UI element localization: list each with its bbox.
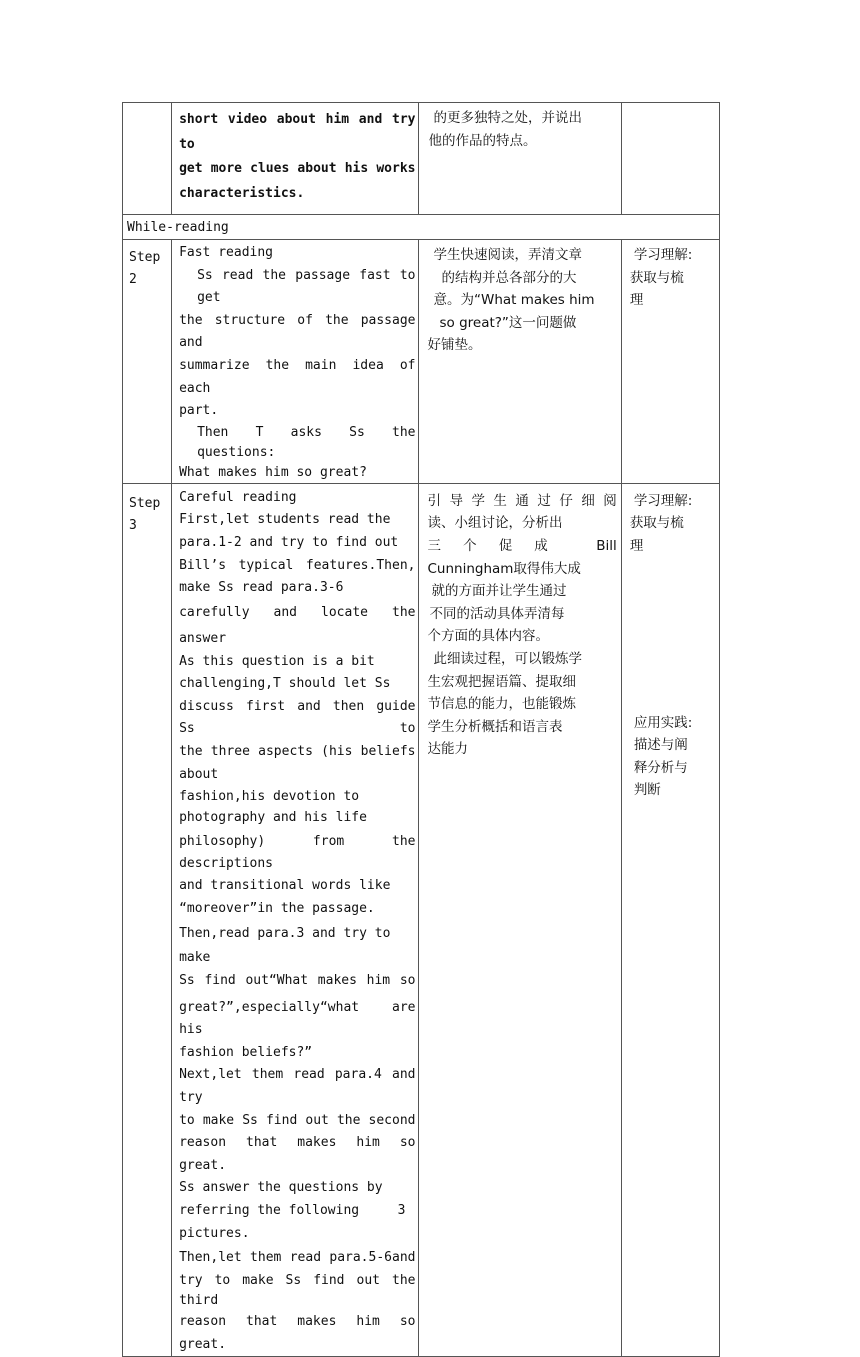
activity-line: to make Ss find out the second [179, 1112, 416, 1128]
activity-line: great?”,especially“what are his [179, 999, 416, 1038]
activity-line: challenging,T should let Ss [179, 675, 391, 691]
purpose-cell [419, 103, 621, 215]
activity-line: short video about him and try to [179, 112, 416, 152]
activity-line: descriptions [179, 855, 273, 871]
activity-line: fashion beliefs?” [179, 1044, 313, 1060]
step-label: Step [129, 250, 161, 265]
ability-line: 学习理解: [633, 492, 693, 509]
ability-line: 释分析与 [633, 759, 688, 776]
activity-line: summarize the main idea of each [179, 357, 416, 396]
activity-line: Then,read para.3 and try to [179, 925, 391, 941]
purpose-line: 意。为“What makes him [433, 292, 595, 309]
purpose-line: 三个促成 Bill [427, 537, 617, 554]
page-number: 3 [397, 1203, 406, 1219]
activity-line: Bill’s typical features.Then, [179, 557, 416, 573]
table-row [123, 103, 720, 215]
purpose-line: 学生快速阅读，弄清文章 [433, 247, 582, 263]
purpose-line: 不同的活动具体弄清每 [429, 605, 565, 622]
purpose-line: 读、小组讨论，分析出 [427, 515, 563, 532]
step-cell [123, 103, 172, 215]
activity-line: characteristics. [179, 185, 305, 201]
activity-cell [172, 240, 419, 484]
ability-cell [621, 103, 719, 215]
step-number: 3 [129, 517, 137, 533]
activity-line: Then T asks Ss the questions: [197, 424, 416, 460]
activity-line: pictures. [179, 1225, 250, 1241]
table-row [123, 483, 720, 1357]
table-row [123, 240, 720, 484]
activity-line: about [179, 766, 219, 782]
ability-cell [621, 483, 719, 1357]
activity-line: para.1-2 and try to find out [179, 534, 399, 550]
purpose-line: 引导学生通过仔细阅 [427, 492, 617, 509]
activity-line: photography and his life [179, 809, 367, 825]
activity-line: Next,let them read para.4 and try [179, 1067, 416, 1106]
ability-line: 应用实践: [633, 714, 693, 731]
activity-line: make [179, 949, 211, 965]
activity-line: “moreover”in the passage. [179, 900, 375, 916]
step-number: 2 [129, 272, 137, 287]
activity-line: discuss first and then guide Ss to [179, 698, 416, 737]
purpose-line: 个方面的具体内容。 [427, 628, 549, 645]
activity-cell [172, 483, 419, 1357]
purpose-cell [419, 240, 621, 484]
ability-line: 理 [629, 537, 644, 554]
activity-cell [172, 103, 419, 215]
activity-line: Ss read the passage fast to get [197, 267, 416, 306]
ability-line: 理 [629, 292, 644, 309]
ability-line: 学习理解: [633, 247, 693, 263]
purpose-line: 此细读过程，可以锻炼学 [433, 650, 582, 667]
ability-line: 获取与梳 [629, 269, 684, 286]
activity-line: What makes him so great? [179, 464, 367, 480]
step-label: Step [129, 495, 161, 511]
activity-line: Then,let them read para.5-6and [179, 1250, 416, 1266]
activity-line [179, 1200, 415, 1223]
ability-line: 获取与梳 [629, 515, 684, 532]
activity-title: Fast reading [179, 245, 273, 260]
purpose-line: 达能力 [427, 741, 468, 758]
step-cell [123, 240, 172, 484]
step-cell [123, 483, 172, 1357]
section-title: While-reading [127, 220, 229, 235]
purpose-line: 好铺垫。 [427, 337, 482, 354]
purpose-cell [419, 483, 621, 1357]
purpose-line: 学生分析概括和语言表 [427, 718, 563, 735]
activity-line: philosophy) from the [179, 833, 416, 849]
purpose-line: 的结构并总各部分的大 [441, 269, 577, 286]
activity-line: the three aspects (his beliefs [179, 743, 416, 759]
ability-cell [621, 240, 719, 484]
activity-line: Ss answer the questions by [179, 1180, 383, 1196]
purpose-line: 的更多独特之处，并说出 [433, 110, 582, 126]
purpose-line: 就的方面并让学生通过 [431, 583, 567, 600]
ability-line: 判断 [633, 782, 661, 799]
activity-line: and transitional words like [179, 877, 391, 893]
activity-line: As this question is a bit [179, 653, 375, 669]
purpose-line: 节信息的能力，也能锻炼 [427, 696, 576, 713]
activity-line: make Ss read para.3-6 [179, 580, 344, 596]
purpose-line: so great?”这一问题做 [439, 314, 577, 331]
activity-title: Careful reading [179, 489, 297, 505]
activity-line: part. [179, 403, 219, 419]
activity-line-text: referring the following [179, 1203, 360, 1219]
purpose-line: 他的作品的特点。 [428, 132, 537, 149]
section-header [123, 215, 720, 240]
activity-line: the structure of the passage and [179, 312, 416, 351]
activity-line: Ss find out“What makes him so [179, 972, 416, 988]
activity-line: get more clues about his works [179, 161, 416, 176]
activity-line: reason that makes him so great. [179, 1135, 416, 1173]
activity-line: carefully and locate the answer [179, 604, 416, 646]
activity-line: try to make Ss find out the third [179, 1273, 416, 1309]
lesson-plan-table [122, 102, 720, 1357]
activity-line: fashion,his devotion to [179, 789, 360, 805]
purpose-line: 生宏观把握语篇、提取细 [427, 673, 576, 690]
activity-line: First,let students read the [179, 512, 391, 528]
table-row [123, 215, 720, 240]
purpose-line: Cunningham取得伟大成 [427, 560, 581, 577]
activity-line: reason that makes him so great. [179, 1314, 416, 1352]
ability-line: 描述与阐 [633, 737, 688, 754]
